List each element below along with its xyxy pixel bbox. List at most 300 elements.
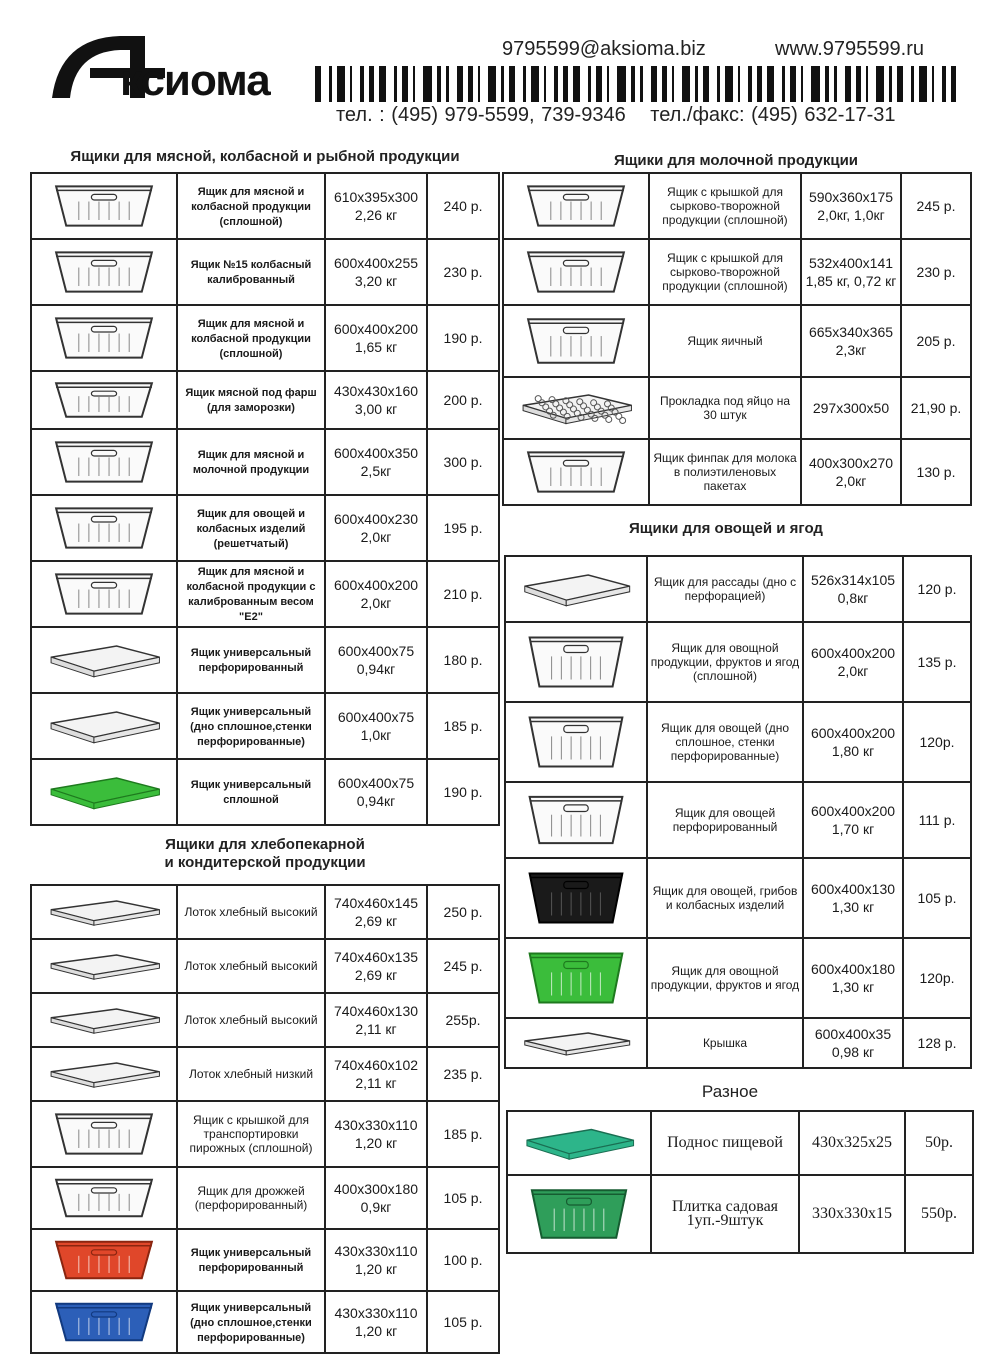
product-price: 300 р. bbox=[443, 454, 483, 470]
product-name: Ящик универсальный (дно сплошное,стенки перфорированные) bbox=[190, 705, 312, 748]
product-dimensions-cell bbox=[799, 1111, 905, 1175]
crate-icon bbox=[34, 178, 174, 234]
product-dimensions: 600x400x75 bbox=[337, 709, 415, 725]
product-name-cell bbox=[177, 1101, 325, 1167]
product-dimensions-cell bbox=[801, 173, 901, 239]
product-dimensions-cell bbox=[801, 377, 901, 439]
product-name: Ящик универсальный перфорированный bbox=[190, 647, 312, 674]
crate-icon bbox=[34, 500, 174, 556]
product-name-cell bbox=[177, 1291, 325, 1353]
product-price: 190 р. bbox=[443, 330, 483, 346]
product-price: 190 р. bbox=[443, 784, 483, 800]
product-name: Ящик для овощей, грибов и колбасных изделий bbox=[652, 884, 798, 912]
product-image-cell bbox=[503, 239, 649, 305]
crate-icon bbox=[508, 707, 644, 777]
product-weight: 2,0кг bbox=[837, 663, 869, 679]
product-weight: 2,0кг bbox=[360, 595, 392, 611]
product-name: Ящик универсальный перфорированный bbox=[190, 1247, 312, 1274]
product-name-cell bbox=[647, 782, 803, 858]
product-name-cell bbox=[177, 495, 325, 561]
product-price-cell bbox=[427, 173, 499, 239]
table-row bbox=[505, 858, 971, 938]
product-price: 111 р. bbox=[918, 812, 956, 828]
product-name: Ящик финпак для молока в полиэтиленовых пакетах bbox=[653, 451, 797, 493]
product-image-cell bbox=[507, 1111, 651, 1175]
product-name: Ящик для овощей (дно сплошное, стенки перфорированные) bbox=[661, 721, 789, 763]
product-name-cell bbox=[177, 759, 325, 825]
product-image-cell bbox=[31, 885, 177, 939]
table-row bbox=[507, 1111, 973, 1175]
product-dimensions: 400x300x180 bbox=[333, 1181, 419, 1197]
product-price-cell bbox=[427, 239, 499, 305]
product-price: 245 р. bbox=[443, 958, 483, 974]
product-image-cell bbox=[31, 305, 177, 371]
section-title-bakery-line1: Ящики для хлебопекарной bbox=[165, 836, 365, 853]
product-image-cell bbox=[31, 173, 177, 239]
product-dimensions: 430x330x110 bbox=[334, 1305, 418, 1321]
product-image-cell bbox=[503, 377, 649, 439]
product-price-cell bbox=[901, 439, 971, 505]
product-name-cell bbox=[647, 702, 803, 782]
barcode-icon bbox=[315, 66, 960, 102]
product-price-cell bbox=[427, 759, 499, 825]
table-row bbox=[31, 693, 499, 759]
product-dimensions: 610x395x300 bbox=[333, 189, 419, 205]
crate-icon bbox=[34, 1172, 174, 1224]
product-dimensions: 400x300x270 bbox=[808, 455, 894, 471]
table-row bbox=[505, 938, 971, 1018]
section-title-vegetables: Ящики для овощей и ягод bbox=[629, 520, 823, 537]
product-weight: 2,11 кг bbox=[355, 1075, 397, 1091]
product-name-cell bbox=[177, 1229, 325, 1291]
product-name-cell bbox=[651, 1111, 799, 1175]
table-row bbox=[503, 439, 971, 505]
crate-icon bbox=[34, 244, 174, 300]
product-dimensions-cell bbox=[325, 1167, 427, 1229]
table-row bbox=[31, 627, 499, 693]
product-price: 205 р. bbox=[916, 333, 956, 349]
product-name: Ящик для овощной продукции, фруктов и ягод bbox=[650, 964, 800, 992]
product-price-cell bbox=[427, 561, 499, 627]
product-image-cell bbox=[505, 1018, 647, 1068]
product-weight: 3,20 кг bbox=[354, 273, 398, 289]
product-price: 180 р. bbox=[443, 652, 483, 668]
product-image-cell bbox=[505, 938, 647, 1018]
product-price-cell bbox=[427, 885, 499, 939]
product-price: 120 р. bbox=[917, 581, 957, 597]
product-dimensions-cell bbox=[325, 885, 427, 939]
product-dimensions-cell bbox=[801, 439, 901, 505]
table-row bbox=[31, 561, 499, 627]
product-weight: 1,70 кг bbox=[831, 821, 875, 837]
red-crate-icon bbox=[34, 1234, 174, 1286]
product-dimensions-cell bbox=[799, 1175, 905, 1253]
product-name: Ящик универсальный (дно сплошное,стенки перфорированные) bbox=[190, 1301, 312, 1344]
product-price-cell bbox=[427, 939, 499, 993]
product-name-cell bbox=[177, 561, 325, 627]
product-weight: 2,0кг bbox=[835, 473, 867, 489]
product-price-cell bbox=[903, 782, 971, 858]
product-image-cell bbox=[505, 556, 647, 622]
product-name: Крышка bbox=[702, 1036, 748, 1050]
product-dimensions: 600x400x130 bbox=[810, 881, 896, 897]
product-dimensions: 430x430x160 bbox=[333, 383, 419, 399]
product-price: 185 р. bbox=[443, 718, 483, 734]
product-dimensions: 590x360x175 bbox=[808, 189, 894, 205]
product-price-cell bbox=[427, 993, 499, 1047]
product-price: 135 р. bbox=[917, 654, 957, 670]
product-name-cell bbox=[177, 239, 325, 305]
product-image-cell bbox=[505, 782, 647, 858]
product-name: Ящик яичный bbox=[687, 334, 763, 348]
product-weight: 2,3кг bbox=[835, 342, 867, 358]
product-price-cell bbox=[427, 429, 499, 495]
product-weight: 1,20 кг bbox=[354, 1135, 398, 1151]
product-name-cell bbox=[177, 1167, 325, 1229]
product-dimensions-cell bbox=[325, 759, 427, 825]
product-weight: 0,8кг bbox=[837, 590, 869, 606]
product-name: Ящик для мясной и колбасной продукции с калиброванным весом "Е2" bbox=[186, 566, 316, 623]
product-weight: 2,11 кг bbox=[355, 1021, 397, 1037]
product-image-cell bbox=[503, 439, 649, 505]
product-image-cell bbox=[505, 702, 647, 782]
product-price: 100 р. bbox=[443, 1252, 483, 1268]
product-dimensions: 740x460x102 bbox=[333, 1057, 419, 1073]
product-name-cell bbox=[647, 622, 803, 702]
fax-number: тел./факс: (495) 632-17-31 bbox=[650, 104, 896, 126]
table-row bbox=[503, 305, 971, 377]
bakery-products-table bbox=[30, 884, 500, 1354]
table-row bbox=[505, 1018, 971, 1068]
section-title-dairy: Ящики для молочной продукции bbox=[613, 152, 859, 169]
product-dimensions: 600x400x75 bbox=[337, 775, 415, 791]
tray-icon bbox=[34, 632, 174, 688]
crate-icon bbox=[34, 566, 174, 622]
product-price-cell bbox=[903, 1018, 971, 1068]
product-price-cell bbox=[427, 627, 499, 693]
product-image-cell bbox=[507, 1175, 651, 1253]
product-price: 120р. bbox=[919, 734, 955, 750]
product-weight: 1,80 кг bbox=[831, 743, 875, 759]
product-price-cell bbox=[905, 1111, 973, 1175]
product-dimensions: 600x400x75 bbox=[337, 643, 415, 659]
product-weight: 2,69 кг bbox=[354, 967, 398, 983]
product-name: Ящик для мясной и молочной продукции bbox=[192, 449, 310, 476]
product-name-cell bbox=[647, 858, 803, 938]
product-dimensions-cell bbox=[325, 1101, 427, 1167]
product-name-cell bbox=[647, 938, 803, 1018]
bread-tray-icon bbox=[34, 998, 174, 1042]
blue-crate-icon bbox=[34, 1296, 174, 1348]
product-name-cell bbox=[177, 1047, 325, 1101]
product-dimensions: 600x400x350 bbox=[333, 445, 419, 461]
product-dimensions: 526x314x105 bbox=[810, 572, 896, 588]
product-dimensions: 330x330x15 bbox=[812, 1205, 892, 1222]
table-row bbox=[505, 556, 971, 622]
product-price-cell bbox=[427, 1047, 499, 1101]
product-image-cell bbox=[31, 1167, 177, 1229]
product-price: 128 р. bbox=[917, 1035, 957, 1051]
product-price-cell bbox=[427, 693, 499, 759]
product-dimensions: 430x325x25 bbox=[812, 1134, 892, 1151]
product-image-cell bbox=[31, 1047, 177, 1101]
product-dimensions-cell bbox=[325, 239, 427, 305]
product-name-cell bbox=[647, 556, 803, 622]
product-weight: 2,0кг bbox=[360, 529, 392, 545]
product-dimensions-cell bbox=[325, 429, 427, 495]
section-title-bakery-line2: и кондитерской продукции bbox=[164, 854, 366, 871]
product-image-cell bbox=[31, 429, 177, 495]
product-name-cell bbox=[647, 1018, 803, 1068]
product-price: 550р. bbox=[921, 1205, 957, 1222]
table-row bbox=[31, 495, 499, 561]
product-price-cell bbox=[901, 377, 971, 439]
product-dimensions: 665x340x365 bbox=[808, 324, 894, 340]
product-dimensions-cell bbox=[803, 938, 903, 1018]
product-weight: 2,69 кг bbox=[354, 913, 398, 929]
product-weight: 2,0кг, 1,0кг bbox=[817, 207, 885, 223]
product-weight: 1,0кг bbox=[360, 727, 392, 743]
product-price-cell bbox=[427, 1291, 499, 1353]
product-price-cell bbox=[427, 305, 499, 371]
product-dimensions: 740x460x130 bbox=[333, 1003, 419, 1019]
table-row bbox=[31, 429, 499, 495]
table-row bbox=[505, 782, 971, 858]
section-title-bakery bbox=[115, 836, 415, 872]
product-dimensions-cell bbox=[803, 622, 903, 702]
product-name: Ящик с крышкой для сырково-творожной продукции (сплошной) bbox=[662, 185, 788, 227]
crate-icon bbox=[34, 376, 174, 424]
table-row bbox=[503, 377, 971, 439]
table-row bbox=[31, 993, 499, 1047]
product-price-cell bbox=[903, 622, 971, 702]
bread-tray-icon bbox=[34, 1052, 174, 1096]
product-dimensions-cell bbox=[801, 239, 901, 305]
product-image-cell bbox=[31, 1101, 177, 1167]
table-row bbox=[31, 1229, 499, 1291]
product-dimensions: 600x400x35 bbox=[814, 1026, 892, 1042]
product-price: 255р. bbox=[445, 1012, 481, 1028]
meat-products-table bbox=[30, 172, 500, 826]
product-price: 195 р. bbox=[443, 520, 483, 536]
table-row bbox=[31, 173, 499, 239]
product-dimensions-cell bbox=[325, 993, 427, 1047]
table-row bbox=[31, 939, 499, 993]
product-name-cell bbox=[177, 939, 325, 993]
product-name: Лоток хлебный высокий bbox=[184, 1013, 318, 1027]
section-title-misc: Разное bbox=[701, 1082, 759, 1101]
dairy-products-table bbox=[502, 172, 972, 506]
table-row bbox=[507, 1175, 973, 1253]
product-dimensions-cell bbox=[325, 693, 427, 759]
product-price: 105 р. bbox=[443, 1190, 483, 1206]
product-weight: 0,9кг bbox=[360, 1199, 392, 1215]
product-dimensions: 600x400x230 bbox=[333, 511, 419, 527]
contact-phones bbox=[336, 104, 914, 127]
product-name: Лоток хлебный высокий bbox=[184, 959, 318, 973]
product-name-cell bbox=[649, 439, 801, 505]
product-weight: 0,98 кг bbox=[831, 1044, 875, 1060]
product-dimensions-cell bbox=[325, 561, 427, 627]
product-dimensions: 600x400x255 bbox=[333, 255, 419, 271]
tray-icon bbox=[34, 698, 174, 754]
product-weight: 2,5кг bbox=[360, 463, 392, 479]
product-dimensions: 600x400x180 bbox=[810, 961, 896, 977]
product-dimensions-cell bbox=[803, 1018, 903, 1068]
product-dimensions-cell bbox=[803, 702, 903, 782]
green-tray-icon bbox=[34, 764, 174, 820]
product-dimensions-cell bbox=[325, 495, 427, 561]
product-weight: 1,30 кг bbox=[831, 899, 875, 915]
product-name: Ящик №15 колбасный калиброванный bbox=[190, 259, 312, 286]
product-dimensions: 430x330x110 bbox=[334, 1117, 418, 1133]
product-name: Ящик с крышкой для транспортировки пирожных (сплошной) bbox=[189, 1113, 313, 1155]
product-name-cell bbox=[177, 371, 325, 429]
product-dimensions-cell bbox=[325, 305, 427, 371]
product-dimensions: 600x400x200 bbox=[333, 577, 419, 593]
product-name-cell bbox=[649, 305, 801, 377]
product-name: Ящик с крышкой для сырково-творожной продукции (сплошной) bbox=[662, 251, 788, 293]
product-name-cell bbox=[177, 885, 325, 939]
lid-icon bbox=[508, 1023, 644, 1063]
product-dimensions: 600x400x200 bbox=[810, 803, 896, 819]
product-weight: 0,94кг bbox=[356, 793, 396, 809]
product-image-cell bbox=[31, 693, 177, 759]
product-dimensions-cell bbox=[801, 305, 901, 377]
product-name: Ящик для дрожжей (перфорированный) bbox=[194, 1184, 308, 1212]
crate-icon bbox=[506, 444, 646, 500]
product-dimensions: 430x330x110 bbox=[334, 1243, 418, 1259]
product-price-cell bbox=[903, 702, 971, 782]
product-price-cell bbox=[903, 858, 971, 938]
contact-email[interactable]: 9795599@aksioma.biz bbox=[502, 38, 706, 60]
product-name: Прокладка под яйцо на 30 штук bbox=[659, 394, 791, 422]
product-weight: 3,00 кг bbox=[354, 401, 398, 417]
product-image-cell bbox=[505, 858, 647, 938]
product-dimensions-cell bbox=[325, 1291, 427, 1353]
product-dimensions-cell bbox=[325, 371, 427, 429]
product-name: Поднос пищевой bbox=[667, 1134, 783, 1151]
section-title-meat: Ящики для мясной, колбасной и рыбной продукции bbox=[70, 148, 460, 165]
product-price-cell bbox=[427, 1229, 499, 1291]
product-price-cell bbox=[427, 1167, 499, 1229]
product-dimensions: 600x400x200 bbox=[810, 645, 896, 661]
black-crate-icon bbox=[508, 863, 644, 933]
product-name: Плитка садовая 1уп.-9штук bbox=[671, 1198, 779, 1229]
product-price-cell bbox=[427, 1101, 499, 1167]
product-image-cell bbox=[31, 495, 177, 561]
product-name-cell bbox=[177, 693, 325, 759]
crate-icon bbox=[506, 244, 646, 300]
product-price: 105 р. bbox=[443, 1314, 483, 1330]
crate-icon bbox=[506, 178, 646, 234]
teal-tray-icon bbox=[510, 1116, 648, 1170]
product-dimensions: 297x300x50 bbox=[812, 400, 890, 416]
product-name-cell bbox=[649, 377, 801, 439]
product-price: 240 р. bbox=[443, 198, 483, 214]
product-dimensions: 600x400x200 bbox=[810, 725, 896, 741]
product-image-cell bbox=[503, 305, 649, 377]
table-row bbox=[31, 371, 499, 429]
product-dimensions-cell bbox=[325, 1047, 427, 1101]
table-row bbox=[31, 305, 499, 371]
product-name: Ящик для мясной и колбасной продукции (сплошной) bbox=[191, 185, 311, 228]
product-price: 120р. bbox=[919, 970, 955, 986]
product-dimensions: 600x400x200 bbox=[333, 321, 419, 337]
product-price-cell bbox=[905, 1175, 973, 1253]
product-price-cell bbox=[903, 938, 971, 1018]
product-image-cell bbox=[31, 561, 177, 627]
table-row bbox=[31, 1291, 499, 1353]
product-image-cell bbox=[31, 939, 177, 993]
product-name: Лоток хлебный низкий bbox=[188, 1067, 314, 1081]
product-price: 235 р. bbox=[443, 1066, 483, 1082]
product-image-cell bbox=[505, 622, 647, 702]
product-image-cell bbox=[31, 371, 177, 429]
tray-icon bbox=[508, 561, 644, 617]
table-row bbox=[31, 1047, 499, 1101]
product-image-cell bbox=[31, 993, 177, 1047]
product-name: Ящик для овощной продукции, фруктов и ягод (сплошной) bbox=[650, 641, 800, 683]
product-price: 130 р. bbox=[916, 464, 956, 480]
product-weight: 0,94кг bbox=[356, 661, 396, 677]
product-weight: 1,20 кг bbox=[354, 1261, 398, 1277]
product-name-cell bbox=[651, 1175, 799, 1253]
product-name: Ящик для овощей и колбасных изделий (решетчатый) bbox=[196, 507, 306, 550]
table-row bbox=[31, 1101, 499, 1167]
green-crate-icon bbox=[508, 943, 644, 1013]
garden-tile-icon bbox=[510, 1180, 648, 1248]
product-dimensions-cell bbox=[803, 556, 903, 622]
egg-tray-icon bbox=[506, 382, 646, 434]
product-image-cell bbox=[31, 627, 177, 693]
crate-icon bbox=[508, 787, 644, 853]
product-price: 21,90 р. bbox=[910, 400, 962, 416]
crate-icon bbox=[34, 434, 174, 490]
product-price-cell bbox=[901, 239, 971, 305]
product-price: 185 р. bbox=[443, 1126, 483, 1142]
product-price-cell bbox=[427, 371, 499, 429]
product-dimensions-cell bbox=[325, 939, 427, 993]
table-row bbox=[503, 173, 971, 239]
product-name: Ящик мясной под фарш (для заморозки) bbox=[185, 387, 317, 414]
product-name: Ящик универсальный сплошной bbox=[190, 779, 312, 806]
product-name: Ящик для рассады (дно с перфорацией) bbox=[653, 575, 797, 603]
crate-icon bbox=[508, 627, 644, 697]
bread-tray-icon bbox=[34, 944, 174, 988]
product-weight: 2,26 кг bbox=[354, 207, 398, 223]
vegetables-products-table bbox=[504, 555, 972, 1069]
misc-products-table bbox=[506, 1110, 974, 1254]
product-price: 210 р. bbox=[443, 586, 483, 602]
product-price: 230 р. bbox=[443, 264, 483, 280]
product-image-cell bbox=[503, 173, 649, 239]
product-price: 230 р. bbox=[916, 264, 956, 280]
product-name-cell bbox=[649, 173, 801, 239]
product-weight: 1,30 кг bbox=[831, 979, 875, 995]
product-dimensions-cell bbox=[803, 858, 903, 938]
product-name-cell bbox=[177, 429, 325, 495]
product-name: Лоток хлебный высокий bbox=[184, 905, 318, 919]
product-name: Ящик для мясной и колбасной продукции (сплошной) bbox=[191, 317, 311, 360]
table-row bbox=[31, 885, 499, 939]
product-dimensions-cell bbox=[325, 1229, 427, 1291]
table-row bbox=[505, 702, 971, 782]
product-price: 105 р. bbox=[917, 890, 957, 906]
table-row bbox=[31, 239, 499, 305]
contact-website[interactable]: www.9795599.ru bbox=[775, 38, 924, 60]
product-price: 250 р. bbox=[443, 904, 483, 920]
